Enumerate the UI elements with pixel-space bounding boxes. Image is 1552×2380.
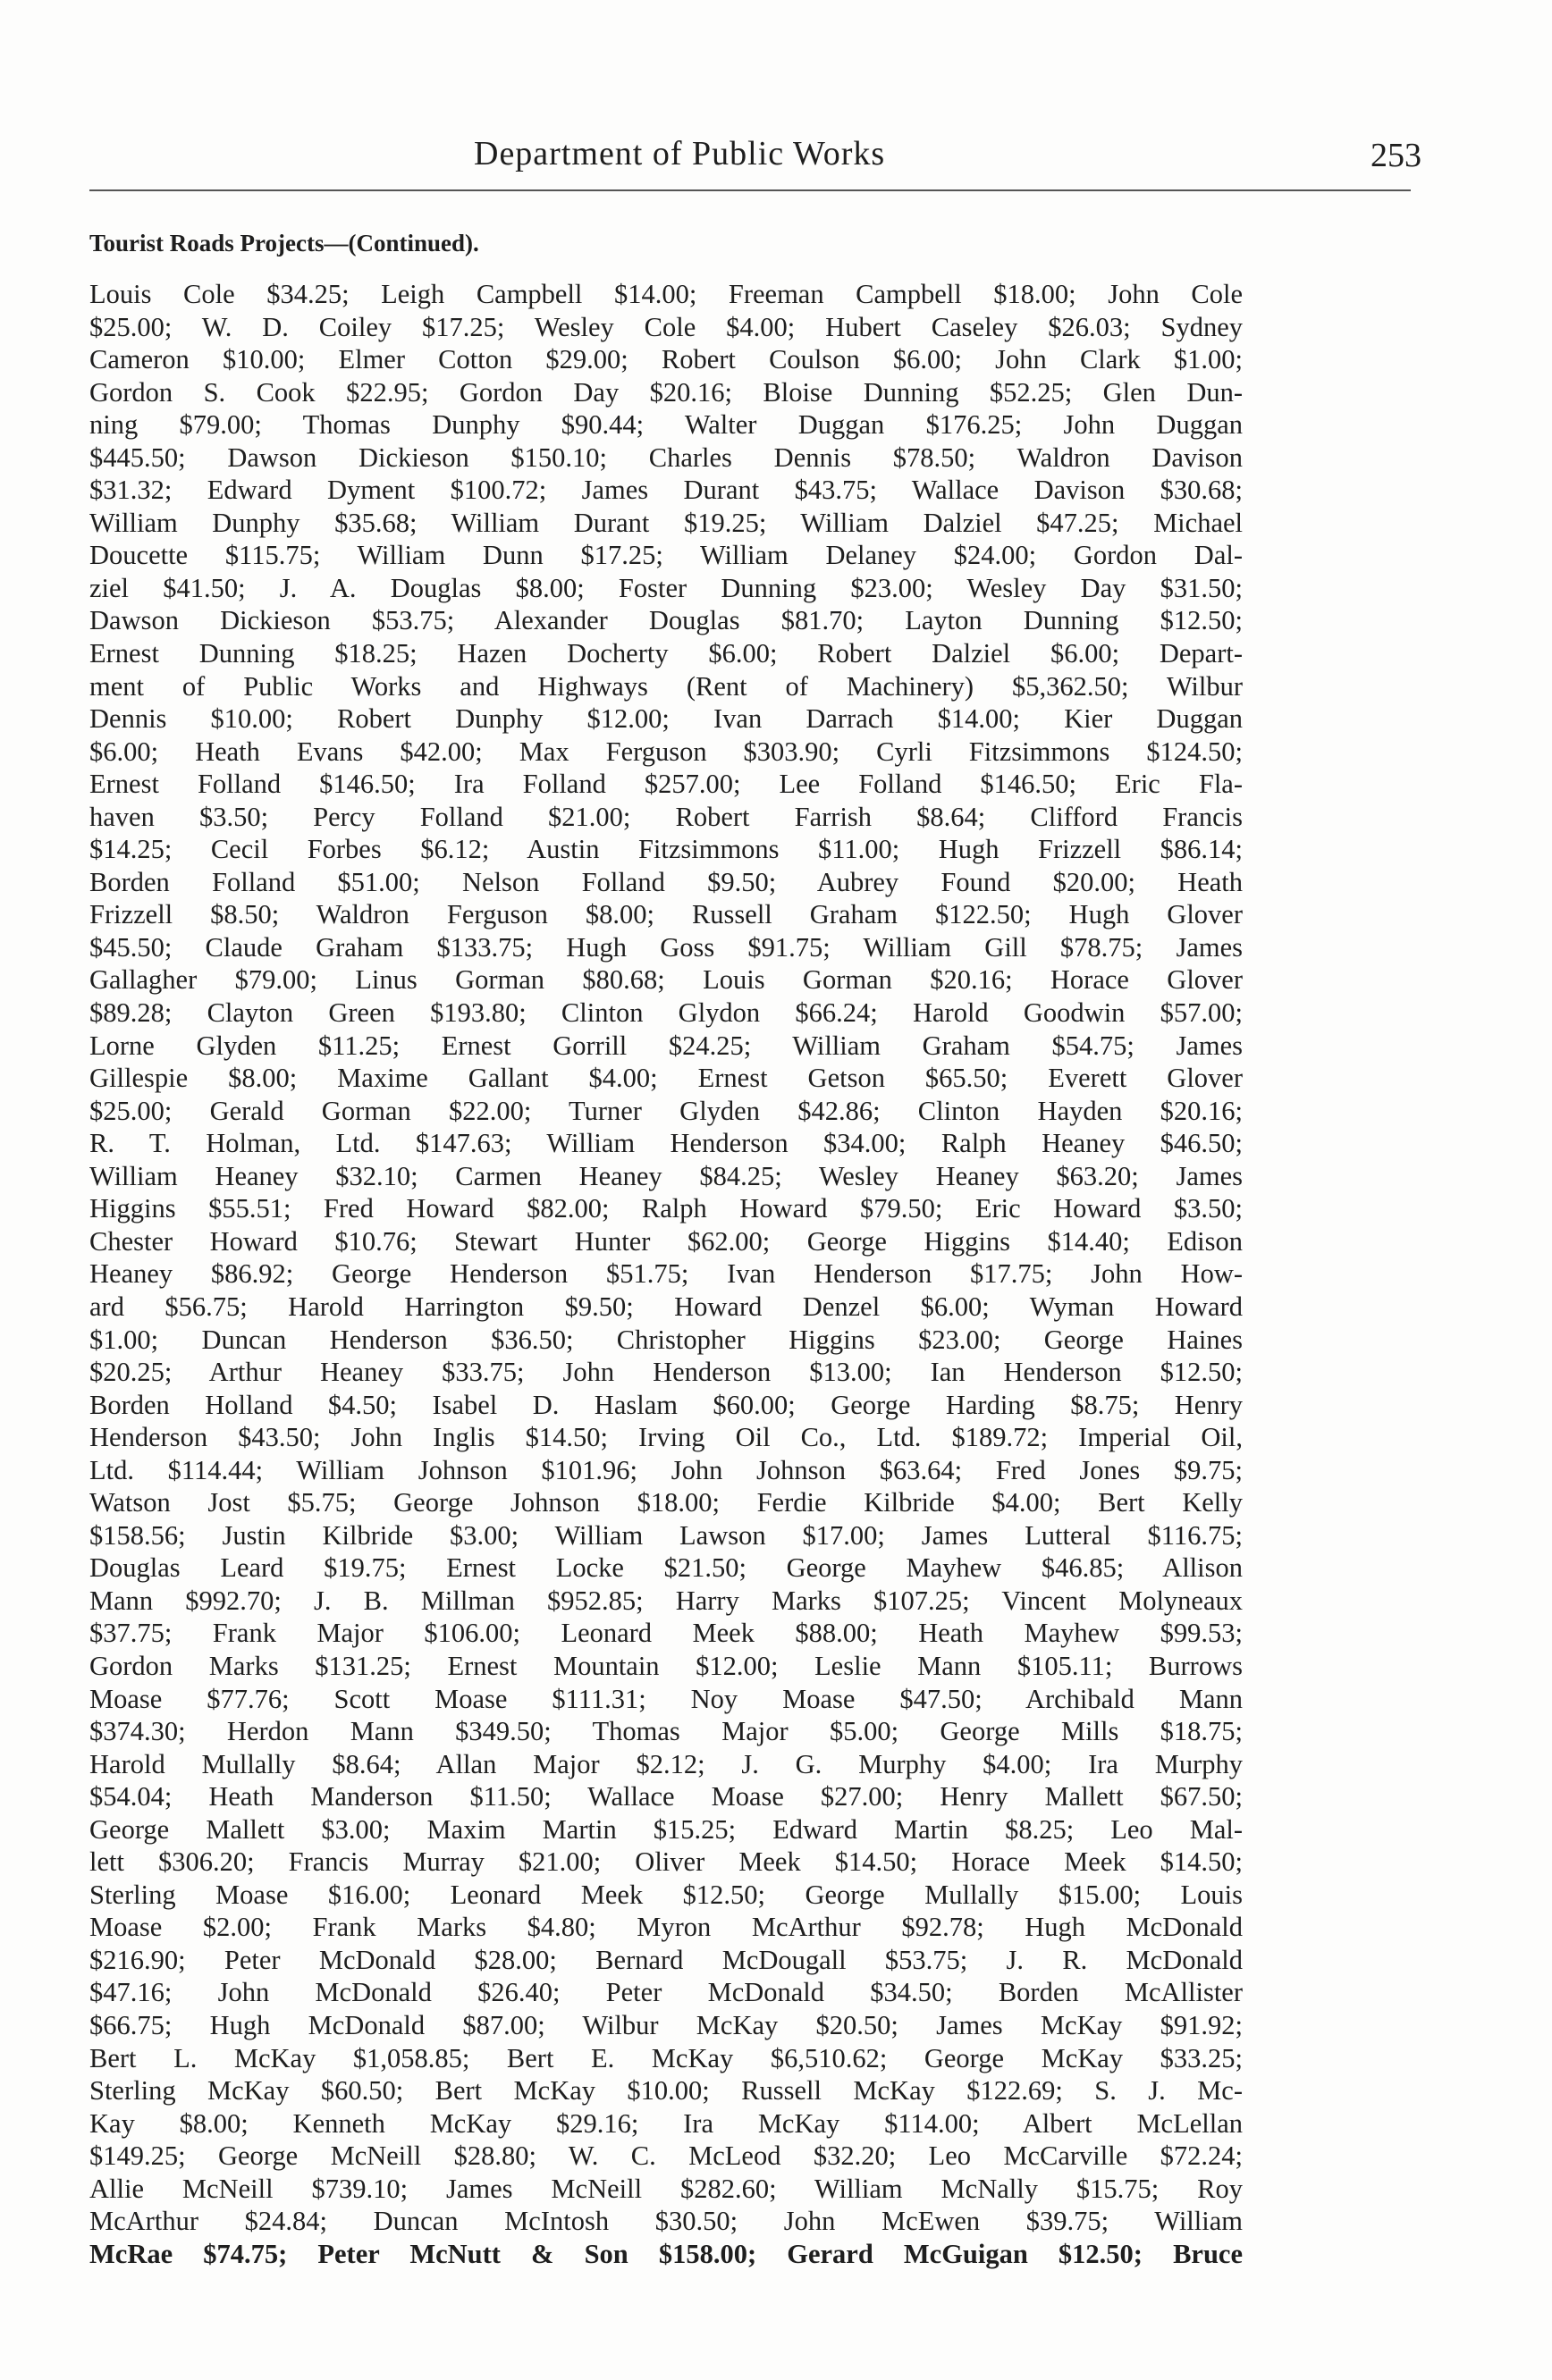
body-line: $47.16; John McDonald $26.40; Peter McDonald $34.50; Borden McAllister: [89, 1977, 1243, 2008]
body-line: ment of Public Works and Highways (Rent of Machinery) $5,362.50; Wilbur: [89, 670, 1243, 702]
body-line: Dennis $10.00; Robert Dunphy $12.00; Ivan Darrach $14.00; Kier Duggan: [89, 703, 1243, 735]
body-line: McArthur $24.84; Duncan McIntosh $30.50; John McEwen $39.75; William: [89, 2206, 1243, 2237]
body-line: $31.32; Edward Dyment $100.72; James Durant $43.75; Wallace Davison $30.68;: [89, 475, 1243, 506]
body-line: Frizzell $8.50; Waldron Ferguson $8.00; Russell Graham $122.50; Hugh Glover: [89, 899, 1243, 930]
body-line: R. T. Holman, Ltd. $147.63; William Henderson $34.00; Ralph Heaney $46.50;: [89, 1128, 1243, 1159]
body-line: Chester Howard $10.76; Stewart Hunter $62.00; George Higgins $14.40; Edison: [89, 1225, 1243, 1257]
body-line: $89.28; Clayton Green $193.80; Clinton Glydon $66.24; Harold Goodwin $57.00;: [89, 997, 1243, 1029]
body-line: $66.75; Hugh McDonald $87.00; Wilbur McKay $20.50; James McKay $91.92;: [89, 2009, 1243, 2040]
body-line: Douglas Leard $19.75; Ernest Locke $21.50; George Mayhew $46.85; Allison: [89, 1552, 1243, 1584]
running-header-title: Department of Public Works: [474, 135, 886, 172]
body-line: $20.25; Arthur Heaney $33.75; John Henderson $13.00; Ian Henderson $12.50;: [89, 1357, 1243, 1388]
body-line: Sterling Moase $16.00; Leonard Meek $12.50; George Mullally $15.00; Louis: [89, 1879, 1243, 1910]
header-rule: [89, 189, 1411, 191]
body-text: [89, 278, 1243, 2270]
body-line: $14.25; Cecil Forbes $6.12; Austin Fitzsimmons $11.00; Hugh Frizzell $86.14;: [89, 834, 1243, 865]
body-line: Watson Jost $5.75; George Johnson $18.00; Ferdie Kilbride $4.00; Bert Kelly: [89, 1487, 1243, 1518]
body-line: Gillespie $8.00; Maxime Gallant $4.00; Ernest Getson $65.50; Everett Glover: [89, 1063, 1243, 1094]
body-line: Ernest Folland $146.50; Ira Folland $257.00; Lee Folland $146.50; Eric Fla-: [89, 769, 1243, 800]
section-heading: Tourist Roads Projects—(Continued).: [89, 230, 479, 257]
body-line: Lorne Glyden $11.25; Ernest Gorrill $24.25; William Graham $54.75; James: [89, 1030, 1243, 1061]
page-number: 253: [1371, 137, 1421, 174]
body-line: $149.25; George McNeill $28.80; W. C. McLeod $32.20; Leo McCarville $72.24;: [89, 2140, 1243, 2172]
body-line: Ltd. $114.44; William Johnson $101.96; John Johnson $63.64; Fred Jones $9.75;: [89, 1454, 1243, 1485]
body-line: ard $56.75; Harold Harrington $9.50; Howard Denzel $6.00; Wyman Howard: [89, 1291, 1243, 1322]
body-line: $374.30; Herdon Mann $349.50; Thomas Major $5.00; George Mills $18.75;: [89, 1716, 1243, 1747]
body-line: $445.50; Dawson Dickieson $150.10; Charles Dennis $78.50; Waldron Davison: [89, 442, 1243, 473]
body-line: Heaney $86.92; George Henderson $51.75; Ivan Henderson $17.75; John How-: [89, 1258, 1243, 1290]
body-line: $216.90; Peter McDonald $28.00; Bernard McDougall $53.75; J. R. McDonald: [89, 1944, 1243, 1975]
body-line: Gordon Marks $131.25; Ernest Mountain $12.00; Leslie Mann $105.11; Burrows: [89, 1650, 1243, 1681]
body-line: Ernest Dunning $18.25; Hazen Docherty $6.00; Robert Dalziel $6.00; Depart-: [89, 638, 1243, 669]
body-line: Mann $992.70; J. B. Millman $952.85; Harry Marks $107.25; Vincent Molyneaux: [89, 1585, 1243, 1616]
body-line: Sterling McKay $60.50; Bert McKay $10.00; Russell McKay $122.69; S. J. Mc-: [89, 2075, 1243, 2107]
body-line: lett $306.20; Francis Murray $21.00; Oliver Meek $14.50; Horace Meek $14.50;: [89, 1846, 1243, 1878]
body-line: Allie McNeill $739.10; James McNeill $282.60; William McNally $15.75; Roy: [89, 2173, 1243, 2204]
body-line: Moase $2.00; Frank Marks $4.80; Myron McArthur $92.78; Hugh McDonald: [89, 1912, 1243, 1943]
body-line: Kay $8.00; Kenneth McKay $29.16; Ira McKay $114.00; Albert McLellan: [89, 2107, 1243, 2139]
body-line: $37.75; Frank Major $106.00; Leonard Meek $88.00; Heath Mayhew $99.53;: [89, 1618, 1243, 1649]
body-line: $25.00; W. D. Coiley $17.25; Wesley Cole $4.00; Hubert Caseley $26.03; Sydney: [89, 311, 1243, 342]
body-line: Louis Cole $34.25; Leigh Campbell $14.00; Freeman Campbell $18.00; John Cole: [89, 279, 1243, 309]
body-line: Moase $77.76; Scott Moase $111.31; Noy Moase $47.50; Archibald Mann: [89, 1683, 1243, 1714]
body-line: Borden Holland $4.50; Isabel D. Haslam $60.00; George Harding $8.75; Henry: [89, 1389, 1243, 1420]
body-line: Dawson Dickieson $53.75; Alexander Douglas $81.70; Layton Dunning $12.50;: [89, 605, 1243, 636]
body-line: $45.50; Claude Graham $133.75; Hugh Goss $91.75; William Gill $78.75; James: [89, 931, 1243, 963]
body-line: Henderson $43.50; John Inglis $14.50; Irving Oil Co., Ltd. $189.72; Imperial Oil,: [89, 1422, 1243, 1453]
body-line: McRae $74.75; Peter McNutt & Son $158.00; Gerard McGuigan $12.50; Bruce: [89, 2238, 1243, 2269]
body-line: Borden Folland $51.00; Nelson Folland $9.50; Aubrey Found $20.00; Heath: [89, 866, 1243, 897]
body-line: $6.00; Heath Evans $42.00; Max Ferguson $303.90; Cyrli Fitzsimmons $124.50;: [89, 736, 1243, 767]
body-line: Gordon S. Cook $22.95; Gordon Day $20.16; Bloise Dunning $52.25; Glen Dun-: [89, 376, 1243, 408]
body-line: $25.00; Gerald Gorman $22.00; Turner Glyden $42.86; Clinton Hayden $20.16;: [89, 1095, 1243, 1126]
body-line: Gallagher $79.00; Linus Gorman $80.68; Louis Gorman $20.16; Horace Glover: [89, 964, 1243, 996]
body-line: haven $3.50; Percy Folland $21.00; Robert Farrish $8.64; Clifford Francis: [89, 801, 1243, 832]
body-line: William Dunphy $35.68; William Durant $19.25; William Dalziel $47.25; Michael: [89, 507, 1243, 538]
body-line: George Mallett $3.00; Maxim Martin $15.25; Edward Martin $8.25; Leo Mal-: [89, 1813, 1243, 1845]
body-line: Doucette $115.75; William Dunn $17.25; William Delaney $24.00; Gordon Dal-: [89, 540, 1243, 571]
body-line: $54.04; Heath Manderson $11.50; Wallace Moase $27.00; Henry Mallett $67.50;: [89, 1781, 1243, 1812]
body-line: ziel $41.50; J. A. Douglas $8.00; Foster Dunning $23.00; Wesley Day $31.50;: [89, 572, 1243, 603]
body-line: Harold Mullally $8.64; Allan Major $2.12; J. G. Murphy $4.00; Ira Murphy: [89, 1748, 1243, 1779]
body-line: Higgins $55.51; Fred Howard $82.00; Ralph Howard $79.50; Eric Howard $3.50;: [89, 1193, 1243, 1224]
body-line: $158.56; Justin Kilbride $3.00; William Lawson $17.00; James Lutteral $116.75;: [89, 1519, 1243, 1551]
body-line: William Heaney $32.10; Carmen Heaney $84.25; Wesley Heaney $63.20; James: [89, 1160, 1243, 1191]
body-line: Cameron $10.00; Elmer Cotton $29.00; Robert Coulson $6.00; John Clark $1.00;: [89, 344, 1243, 375]
body-line: $1.00; Duncan Henderson $36.50; Christopher Higgins $23.00; George Haines: [89, 1324, 1243, 1355]
body-line: Bert L. McKay $1,058.85; Bert E. McKay $6,510.62; George McKay $33.25;: [89, 2042, 1243, 2073]
body-line: ning $79.00; Thomas Dunphy $90.44; Walter Duggan $176.25; John Duggan: [89, 409, 1243, 441]
running-header: [89, 134, 1421, 188]
